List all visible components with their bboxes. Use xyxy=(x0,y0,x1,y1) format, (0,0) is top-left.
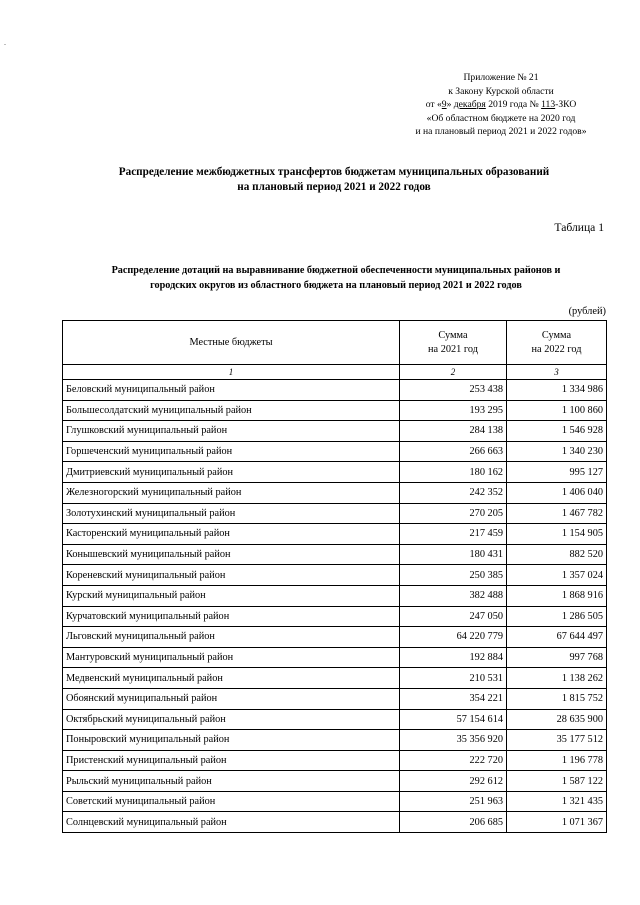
district-name-cell: Курчатовский муниципальный район xyxy=(63,606,400,627)
annex-law-suffix: -ЗКО xyxy=(555,99,577,110)
annex-line-1: Приложение № 21 xyxy=(463,72,539,83)
table-row xyxy=(63,380,607,401)
table-row xyxy=(63,709,607,730)
sum-2022-cell: 882 520 xyxy=(507,544,607,565)
sum-2021-cell: 354 221 xyxy=(400,688,507,709)
units-label: (рублей) xyxy=(568,306,606,317)
table-subtitle-line-2: городских округов из областного бюджета на плановый период 2021 и 2022 годов xyxy=(150,279,522,291)
sum-2022-cell: 1 406 040 xyxy=(507,482,607,503)
sum-2021-cell: 35 356 920 xyxy=(400,730,507,751)
table-row xyxy=(63,441,607,462)
sum-2021-cell: 284 138 xyxy=(400,421,507,442)
sum-2021-cell: 266 663 xyxy=(400,441,507,462)
table-row xyxy=(63,503,607,524)
table-row xyxy=(63,421,607,442)
sum-2021-cell: 180 162 xyxy=(400,462,507,483)
sum-2021-cell: 242 352 xyxy=(400,482,507,503)
table-row xyxy=(63,771,607,792)
sum-2021-cell: 57 154 614 xyxy=(400,709,507,730)
sum-2021-cell: 217 459 xyxy=(400,524,507,545)
annex-date-month: декабря xyxy=(453,99,486,110)
sum-2021-cell: 222 720 xyxy=(400,750,507,771)
table-row xyxy=(63,462,607,483)
sum-2022-cell: 1 340 230 xyxy=(507,441,607,462)
sum-2022-cell: 1 467 782 xyxy=(507,503,607,524)
margin-mark: . xyxy=(4,38,6,47)
table-row xyxy=(63,400,607,421)
header-sum-2022 xyxy=(507,321,607,365)
header-sum-2022-line-1: Сумма xyxy=(541,329,572,341)
sum-2022-cell: 1 321 435 xyxy=(507,791,607,812)
table-row xyxy=(63,750,607,771)
annex-line-5: и на плановый период 2021 и 2022 годов» xyxy=(415,126,587,137)
header-sum-2022-line-2: на 2022 год xyxy=(531,343,582,355)
district-name-cell: Мантуровский муниципальный район xyxy=(63,647,400,668)
annex-block xyxy=(400,71,602,139)
sum-2022-cell: 1 100 860 xyxy=(507,400,607,421)
district-name-cell: Советский муниципальный район xyxy=(63,791,400,812)
header-sum-2021 xyxy=(400,321,507,365)
table-row xyxy=(63,647,607,668)
table-row xyxy=(63,606,607,627)
sum-2022-cell: 1 286 505 xyxy=(507,606,607,627)
annex-date-day: 9 xyxy=(441,99,447,110)
table-row xyxy=(63,565,607,586)
sum-2022-cell: 1 587 122 xyxy=(507,771,607,792)
sum-2021-cell: 382 488 xyxy=(400,585,507,606)
district-name-cell: Железногорский муниципальный район xyxy=(63,482,400,503)
annex-line-4: «Об областном бюджете на 2020 год xyxy=(426,112,576,124)
document-title-line-2: на плановый период 2021 и 2022 годов xyxy=(237,181,431,193)
district-name-cell: Касторенский муниципальный район xyxy=(63,524,400,545)
district-name-cell: Беловский муниципальный район xyxy=(63,380,400,401)
district-name-cell: Глушковский муниципальный район xyxy=(63,421,400,442)
index-cell: 2 xyxy=(400,365,507,380)
sum-2022-cell: 1 357 024 xyxy=(507,565,607,586)
annex-date-mid: » xyxy=(446,99,454,110)
district-name-cell: Большесолдатский муниципальный район xyxy=(63,400,400,421)
sum-2022-cell: 1 138 262 xyxy=(507,668,607,689)
district-name-cell: Пристенский муниципальный район xyxy=(63,750,400,771)
sum-2021-cell: 292 612 xyxy=(400,771,507,792)
sum-2022-cell: 1 071 367 xyxy=(507,812,607,833)
annex-law-number: 113 xyxy=(541,99,556,110)
table-row xyxy=(63,668,607,689)
sum-2022-cell: 1 868 916 xyxy=(507,585,607,606)
district-name-cell: Кореневский муниципальный район xyxy=(63,565,400,586)
sum-2021-cell: 210 531 xyxy=(400,668,507,689)
table-row xyxy=(63,544,607,565)
sum-2022-cell: 1 154 905 xyxy=(507,524,607,545)
sum-2021-cell: 247 050 xyxy=(400,606,507,627)
district-name-cell: Медвенский муниципальный район xyxy=(63,668,400,689)
sum-2021-cell: 206 685 xyxy=(400,812,507,833)
sum-2022-cell: 67 644 497 xyxy=(507,627,607,648)
document-title xyxy=(60,165,608,195)
sum-2022-cell: 1 546 928 xyxy=(507,421,607,442)
sum-2021-cell: 250 385 xyxy=(400,565,507,586)
table-subtitle-line-1: Распределение дотаций на выравнивание бюджетной обеспеченности муниципальных районов и xyxy=(111,265,561,276)
sum-2022-cell: 1 815 752 xyxy=(507,688,607,709)
sum-2022-cell: 1 196 778 xyxy=(507,750,607,771)
sum-2022-cell: 997 768 xyxy=(507,647,607,668)
sum-2021-cell: 192 884 xyxy=(400,647,507,668)
header-sum-2021-line-2: на 2021 год xyxy=(428,343,478,355)
table-row xyxy=(63,482,607,503)
district-name-cell: Золотухинский муниципальный район xyxy=(63,503,400,524)
table-number: Таблица 1 xyxy=(554,221,604,234)
sum-2021-cell: 251 963 xyxy=(400,791,507,812)
table-subtitle xyxy=(62,264,610,293)
table-row xyxy=(63,585,607,606)
sum-2021-cell: 193 295 xyxy=(400,400,507,421)
sum-2021-cell: 270 205 xyxy=(400,503,507,524)
district-name-cell: Октябрьский муниципальный район xyxy=(63,709,400,730)
annex-date-year: 2019 года № xyxy=(485,99,542,110)
annex-line-2: к Закону Курской области xyxy=(448,85,554,97)
sum-2022-cell: 28 635 900 xyxy=(507,709,607,730)
district-name-cell: Дмитриевский муниципальный район xyxy=(63,462,400,483)
district-name-cell: Обоянский муниципальный район xyxy=(63,688,400,709)
sum-2022-cell: 995 127 xyxy=(507,462,607,483)
district-name-cell: Курский муниципальный район xyxy=(63,585,400,606)
table-row xyxy=(63,812,607,833)
sum-2021-cell: 64 220 779 xyxy=(400,627,507,648)
annex-date-prefix: от « xyxy=(425,99,442,110)
document-title-line-1: Распределение межбюджетных трансфертов бюджетам муниципальных образований xyxy=(118,166,550,178)
table-row xyxy=(63,791,607,812)
subsidies-table xyxy=(62,320,607,833)
header-local-budgets: Местные бюджеты xyxy=(63,321,400,365)
district-name-cell: Льговский муниципальный район xyxy=(63,627,400,648)
header-sum-2021-line-1: Сумма xyxy=(438,329,468,341)
index-cell: 3 xyxy=(507,365,607,380)
district-name-cell: Горшеченский муниципальный район xyxy=(63,441,400,462)
annex-line-3 xyxy=(400,98,602,112)
table-row xyxy=(63,627,607,648)
sum-2022-cell: 35 177 512 xyxy=(507,730,607,751)
district-name-cell: Поныровский муниципальный район xyxy=(63,730,400,751)
district-name-cell: Конышевский муниципальный район xyxy=(63,544,400,565)
sum-2021-cell: 253 438 xyxy=(400,380,507,401)
sum-2021-cell: 180 431 xyxy=(400,544,507,565)
table-row xyxy=(63,730,607,751)
table-header-row xyxy=(63,321,607,365)
table-row xyxy=(63,688,607,709)
index-cell: 1 xyxy=(63,365,400,380)
sum-2022-cell: 1 334 986 xyxy=(507,380,607,401)
table-row xyxy=(63,524,607,545)
district-name-cell: Рыльский муниципальный район xyxy=(63,771,400,792)
district-name-cell: Солнцевский муниципальный район xyxy=(63,812,400,833)
table-index-row xyxy=(63,365,607,380)
